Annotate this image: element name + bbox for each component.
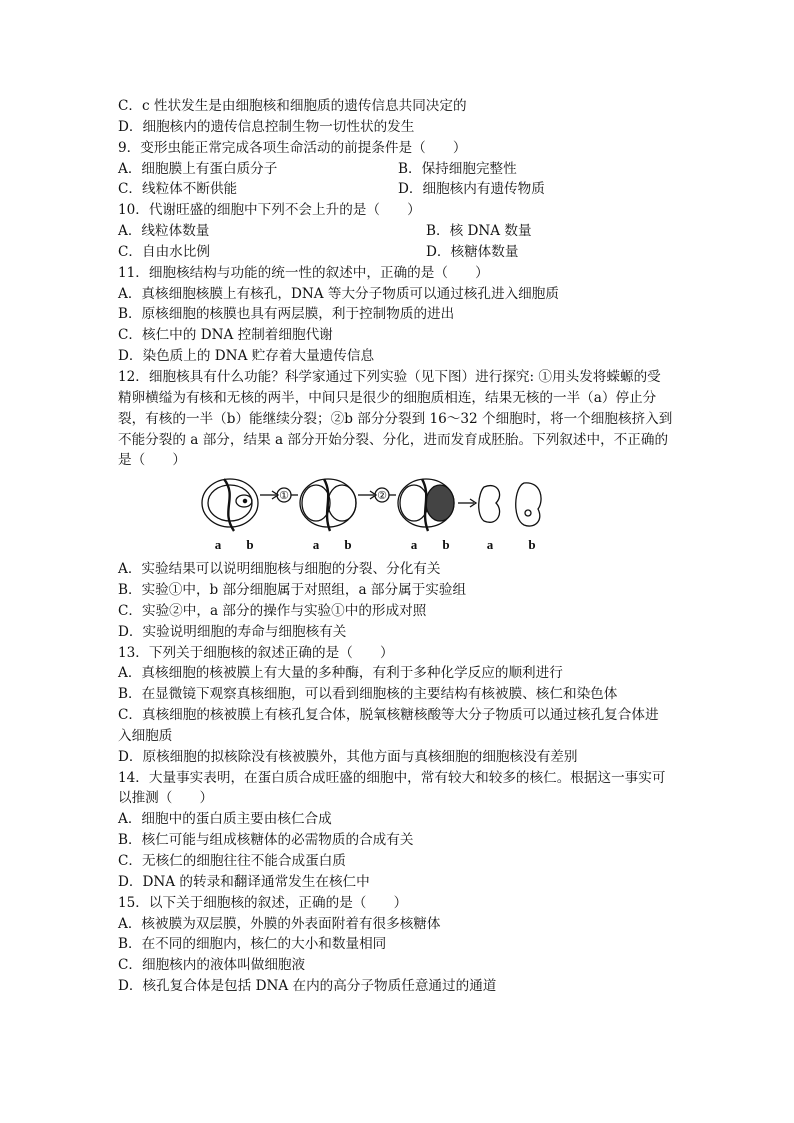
question-line: 裂，有核的一半（b）能继续分裂；②b 部分分裂到 16～32 个细胞时，将一个细胞核挤入到 bbox=[118, 410, 673, 427]
question-line: 10．代谢旺盛的细胞中下列不会上升的是（ ） bbox=[118, 202, 421, 219]
option-row bbox=[118, 179, 678, 200]
question-line: C．真核细胞的核被膜上有核孔复合体，脱氧核糖核酸等大分子物质可以通过核孔复合体进 bbox=[118, 707, 659, 724]
step-1-label: ① bbox=[279, 490, 289, 503]
newt-egg-experiment-diagram bbox=[198, 477, 558, 555]
egg-half-b-dividing bbox=[328, 485, 356, 521]
option-right: D．核糖体数量 bbox=[426, 243, 519, 260]
question-line: 入细胞质 bbox=[118, 727, 173, 744]
option-left: C．线粒体不断供能 bbox=[118, 181, 238, 198]
question-line: D．染色质上的 DNA 贮存着大量遗传信息 bbox=[118, 348, 375, 365]
option-left: C．自由水比例 bbox=[118, 243, 210, 260]
part-label: b bbox=[528, 537, 536, 553]
embryo-b bbox=[516, 483, 541, 526]
part-label: a bbox=[486, 537, 494, 553]
option-row bbox=[118, 159, 678, 180]
question-line: A．核被膜为双层膜，外膜的外表面附着有很多核糖体 bbox=[118, 915, 441, 932]
option-row bbox=[118, 242, 678, 263]
exam-page bbox=[118, 96, 678, 997]
option-row bbox=[118, 221, 678, 242]
question-line: A．实验结果可以说明细胞核与细胞的分裂、分化有关 bbox=[118, 561, 441, 578]
question-line: B．实验①中，b 部分细胞属于对照组，a 部分属于实验组 bbox=[118, 582, 467, 599]
option-left: A．线粒体数量 bbox=[118, 223, 210, 240]
question-line: B．在显微镜下观察真核细胞，可以看到细胞核的主要结构有核被膜、核仁和染色体 bbox=[118, 686, 618, 703]
option-right: B．保持细胞完整性 bbox=[398, 160, 517, 177]
part-label: a bbox=[214, 537, 222, 553]
part-label: b bbox=[246, 537, 254, 553]
question-line: C．c 性状发生是由细胞核和细胞质的遗传信息共同决定的 bbox=[118, 98, 467, 114]
option-right: B．核 DNA 数量 bbox=[426, 223, 532, 240]
question-line: A．细胞中的蛋白质主要由核仁合成 bbox=[118, 811, 332, 828]
option-right: D．细胞核内有遗传物质 bbox=[398, 181, 545, 198]
question-line: 9．变形虫能正常完成各项生命活动的前提条件是（ ） bbox=[118, 139, 467, 156]
question-line: 11．细胞核结构与功能的统一性的叙述中，正确的是（ ） bbox=[118, 264, 489, 281]
question-line: A．真核细胞核膜上有核孔，DNA 等大分子物质可以通过核孔进入细胞质 bbox=[118, 285, 559, 302]
question-line: D．核孔复合体是包括 DNA 在内的高分子物质任意通过的通道 bbox=[118, 978, 497, 995]
question-line: C．核仁中的 DNA 控制着细胞代谢 bbox=[118, 327, 333, 344]
question-line: 15．以下关于细胞核的叙述，正确的是（ ） bbox=[118, 894, 408, 911]
question-line: D．实验说明细胞的寿命与细胞核有关 bbox=[118, 623, 347, 640]
question-line: A．真核细胞的核被膜上有大量的多种酶，有利于多种化学反应的顺利进行 bbox=[118, 665, 563, 682]
question-line: C．细胞核内的液体叫做细胞液 bbox=[118, 957, 306, 974]
egg-half-a-dividing bbox=[400, 485, 428, 521]
question-line: C．实验②中，a 部分的操作与实验①中的形成对照 bbox=[118, 602, 427, 619]
embryo-eye bbox=[525, 510, 531, 516]
question-line: 12．细胞核具有什么功能？科学家通过下列实验（见下图）进行探究: ①用头发将蝾螈的受 bbox=[118, 368, 661, 385]
embryo-a bbox=[479, 486, 500, 523]
question-line: B．在不同的细胞内，核仁的大小和数量相同 bbox=[118, 936, 387, 953]
part-label: b bbox=[344, 537, 352, 553]
question-line: D．细胞核内的遗传信息控制生物一切性状的发生 bbox=[118, 118, 415, 135]
question-line: 精卵横缢为有核和无核的两半，中间只是很少的细胞质相连，结果无核的一半（a）停止分 bbox=[118, 389, 657, 406]
question-line: 是（ ） bbox=[118, 452, 186, 469]
part-label: b bbox=[442, 537, 450, 553]
part-label: a bbox=[312, 537, 320, 553]
step-2-label: ② bbox=[377, 490, 387, 503]
question-line: C．无核仁的细胞往往不能合成蛋白质 bbox=[118, 853, 346, 869]
hair-ligature bbox=[324, 479, 330, 531]
question-line: 13．下列关于细胞核的叙述正确的是（ ） bbox=[118, 644, 394, 661]
question-line: 14．大量事实表明，在蛋白质合成旺盛的细胞中，常有较大和较多的核仁。根据这一事实可 bbox=[118, 769, 666, 786]
question-line: 以推测（ ） bbox=[118, 790, 214, 807]
hair-ligature bbox=[224, 479, 234, 531]
question-line: B．原核细胞的核膜也具有两层膜，利于控制物质的进出 bbox=[118, 306, 455, 323]
part-label: a bbox=[410, 537, 418, 553]
question-line: D．DNA 的转录和翻译通常发生在核仁中 bbox=[118, 873, 370, 890]
egg-half-b-many-cells bbox=[426, 485, 454, 521]
experiment-figure bbox=[118, 477, 678, 557]
egg-half-a bbox=[302, 485, 330, 521]
question-line: B．核仁可能与组成核糖体的必需物质的合成有关 bbox=[118, 832, 414, 849]
question-line: 不能分裂的 a 部分，结果 a 部分开始分裂、分化，进而发育成胚胎。下列叙述中，不正确的 bbox=[118, 431, 669, 448]
option-left: A．细胞膜上有蛋白质分子 bbox=[118, 160, 278, 177]
question-line: D．原核细胞的拟核除没有核被膜外，其他方面与真核细胞的细胞核没有差别 bbox=[118, 748, 578, 765]
nucleolus bbox=[243, 500, 246, 503]
